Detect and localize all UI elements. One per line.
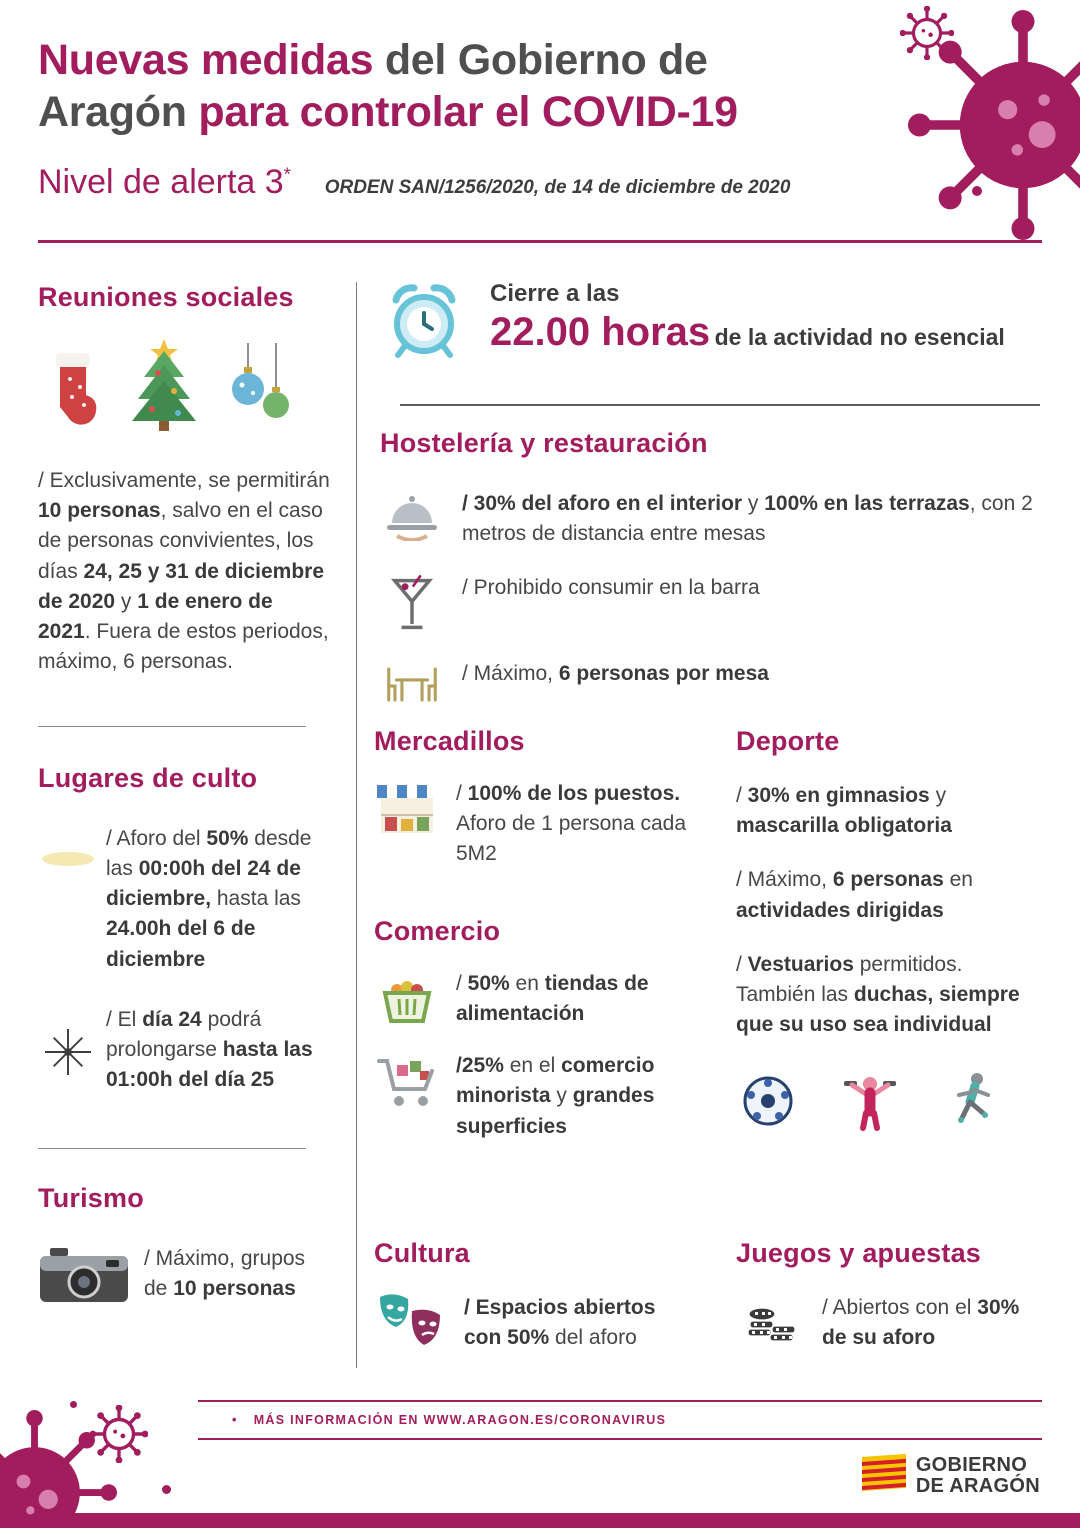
- grocery-basket-icon: [374, 969, 440, 1025]
- section-title-turismo: Turismo: [38, 1182, 144, 1213]
- culto-item: [38, 824, 330, 975]
- section-title-cultura: Cultura: [374, 1238, 470, 1268]
- right-column: [736, 726, 1046, 1136]
- camera-icon: [38, 1244, 130, 1311]
- comercio-item: [374, 1051, 696, 1142]
- baubles-icon: [228, 343, 294, 440]
- logo-line-2: DE ARAGÓN: [915, 1474, 1040, 1497]
- mercadillos-text: / 100% de los puestos. Aforo de 1 persona cada 5M2: [456, 782, 686, 866]
- hosteleria-text-3: / Máximo, 6 personas por mesa: [462, 662, 769, 686]
- culto-text-2: / El día 24 podrá prolongarse hasta las 01:00h del día 25: [106, 1007, 313, 1092]
- turismo-text: / Máximo, grupos de 10 personas: [144, 1246, 306, 1300]
- christmas-icons: [42, 337, 330, 440]
- star-icon: [38, 1005, 98, 1096]
- more-info-text: MÁS INFORMACIÓN EN WWW.ARAGON.ES/CORONAVIRUS: [253, 1413, 667, 1427]
- comercio-item: [374, 969, 696, 1029]
- poker-chips-icon: [736, 1293, 806, 1349]
- more-info-band: [198, 1400, 1042, 1440]
- soccer-ball-icon: [742, 1075, 794, 1132]
- section-title-comercio: Comercio: [374, 915, 501, 946]
- order-reference: ORDEN SAN/1256/2020, de 14 de diciembre de 2020: [324, 176, 791, 198]
- comercio-text-1: / 50% en tiendas de alimentación: [456, 971, 649, 1025]
- page-title: [38, 34, 968, 139]
- cultura-text: / Espacios abiertos con 50% del aforo: [464, 1296, 656, 1350]
- bottom-accent-bar: [0, 1513, 1080, 1528]
- market-stall-icon: [374, 779, 440, 837]
- section-hosteleria: [380, 428, 1042, 707]
- alert-level: Nivel de alerta 3*: [38, 162, 291, 201]
- header-divider: [38, 240, 1042, 243]
- closing-suffix: de la actividad no esencial: [714, 324, 1005, 350]
- section-title-deporte: Deporte: [736, 726, 840, 756]
- closing-intro: Cierre a las: [490, 280, 620, 307]
- sport-icons: [736, 1071, 1046, 1136]
- bullet: •: [232, 1413, 238, 1427]
- theater-masks-icon: [374, 1293, 448, 1353]
- hosteleria-text-2: / Prohibido consumir en la barra: [462, 576, 760, 600]
- virus-icon: [0, 1410, 117, 1528]
- shopping-cart-icon: [374, 1051, 440, 1111]
- juegos-item: [736, 1293, 1046, 1353]
- alarm-clock-icon: [384, 280, 464, 365]
- virus-dot: [1003, 64, 1010, 71]
- culto-text-1: / Aforo del 50% desde las 00:00h del 24 de diciembre, hasta las 24.00h del 6 de diciembre: [106, 826, 312, 971]
- christmas-tree-icon: [122, 337, 206, 440]
- title-line-2: Aragón para controlar el COVID-19: [38, 88, 738, 137]
- christmas-stocking-icon: [42, 349, 100, 440]
- culto-item: [38, 1005, 330, 1096]
- mercadillos-item: [374, 779, 696, 870]
- weightlifting-icon: [842, 1071, 898, 1136]
- vertical-divider: [356, 282, 357, 1368]
- divider: [38, 1148, 306, 1149]
- closing-time-block: [384, 280, 1042, 365]
- gobierno-aragon-logo: [862, 1453, 1040, 1498]
- serving-dish-icon: [380, 489, 444, 541]
- divider: [400, 404, 1040, 406]
- hosteleria-item: [380, 573, 1042, 635]
- aragon-flag-icon: [862, 1453, 906, 1498]
- left-column: [38, 282, 330, 1311]
- section-title-reuniones: Reuniones sociales: [38, 282, 294, 312]
- hosteleria-item: [380, 489, 1042, 549]
- cultura-item: [374, 1293, 696, 1353]
- deporte-text-2: / Máximo, 6 personas en actividades dirigidas: [736, 868, 973, 922]
- divider: [38, 726, 306, 727]
- logo-line-1: GOBIERNO: [915, 1453, 1028, 1476]
- reuniones-text: / Exclusivamente, se permitirán 10 personas, salvo en el caso de personas convivientes, los días 24, 25 y 31 de diciembre de 2020 y 1 de enero de 2021. Fuera de estos periodos, máximo, 6 personas.: [38, 469, 330, 674]
- virus-icon: [908, 10, 1080, 245]
- alert-asterisk: *: [283, 164, 291, 185]
- virus-dot: [972, 186, 982, 196]
- section-cultura: [374, 1238, 696, 1353]
- title-line-1: Nuevas medidas del Gobierno de: [38, 36, 708, 84]
- virus-dot: [162, 1485, 171, 1494]
- section-title-juegos: Juegos y apuestas: [736, 1238, 982, 1268]
- section-title-culto: Lugares de culto: [38, 762, 258, 793]
- deporte-text-3: / Vestuarios permitidos. También las duchas, siempre que su uso sea individual: [736, 952, 1020, 1037]
- comercio-text-2: /25% en el comercio minorista y grandes superficies: [456, 1054, 655, 1138]
- middle-column: [374, 726, 696, 1142]
- closing-time: 22.00 horas: [490, 310, 711, 354]
- section-title-mercadillos: Mercadillos: [374, 726, 525, 756]
- section-title-hosteleria: Hostelería y restauración: [380, 428, 708, 458]
- cocktail-icon: [380, 573, 444, 635]
- running-icon: [946, 1071, 996, 1136]
- section-juegos: [736, 1238, 1046, 1353]
- hosteleria-item: [380, 659, 1042, 707]
- hosteleria-text-1: / 30% del aforo en el interior y 100% en las terrazas, con 2 metros de distancia entre mesas: [462, 492, 1033, 546]
- juegos-text: / Abiertos con el 30% de su aforo: [822, 1296, 1020, 1350]
- deporte-text-1: / 30% en gimnasios y mascarilla obligatoria: [736, 784, 952, 838]
- logo-text: [916, 1455, 1040, 1497]
- turismo-item: [38, 1244, 330, 1311]
- virus-dot: [70, 1401, 77, 1408]
- header: [38, 34, 968, 202]
- candle-glow-icon: [38, 824, 98, 975]
- table-chairs-icon: [380, 659, 444, 707]
